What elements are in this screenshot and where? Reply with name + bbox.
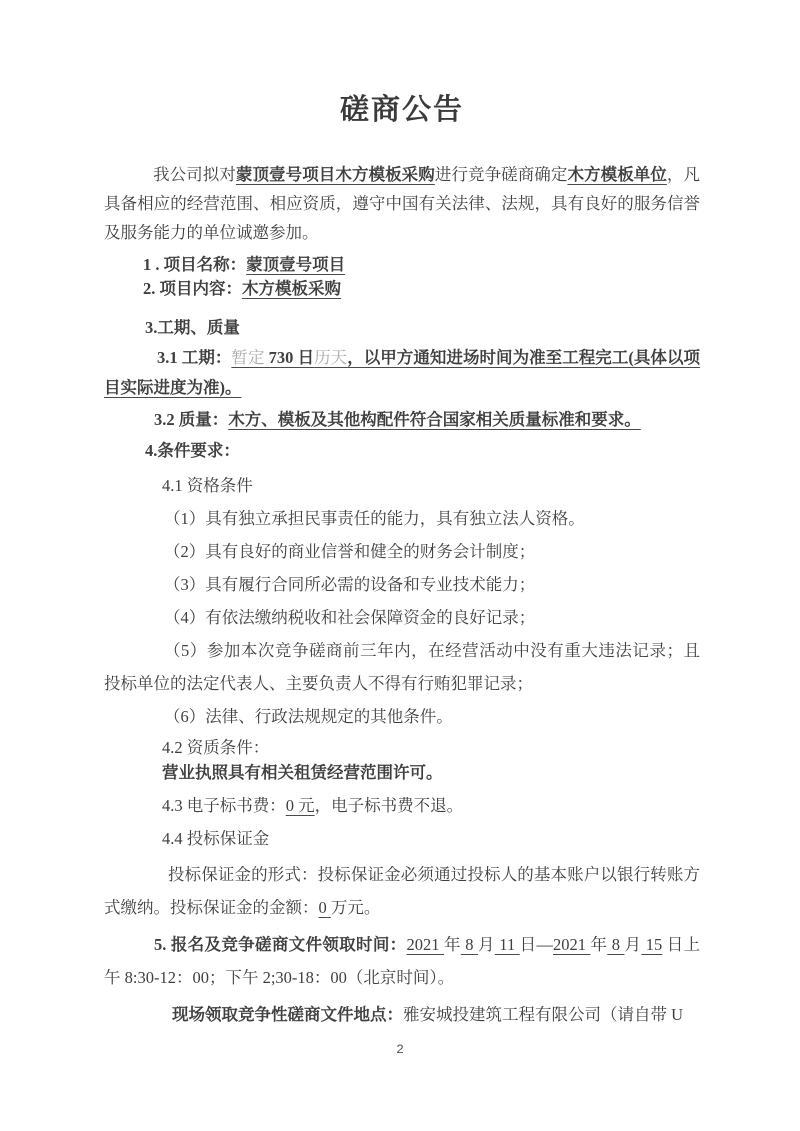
text-segment: 0 元 [285,796,315,815]
text-segment: 2021 [406,935,444,954]
text-segment: 万元。 [330,898,381,917]
text-segment: 3.工期、质量 [145,318,240,337]
text-segment: 3.1 工期： [157,348,232,367]
para-item-project-name [104,253,700,277]
para-item-project-content [104,277,700,301]
text-segment: （4）有依法缴纳税收和社会保障资金的良好记录； [164,608,536,627]
text-segment: 4.2 资质条件： [162,738,270,757]
para-sec-5 [104,928,700,994]
para-sec-4 [104,436,700,466]
para-sec-3-1 [104,343,700,403]
text-segment: 15 [641,935,663,954]
text-segment: 木方模板采购 [242,279,341,298]
text-segment: 1 . 项目名称： [143,255,247,274]
para-cond-4 [104,601,700,634]
text-segment: （3）具有履行合同所必需的设备和专业技术能力； [164,575,536,594]
text-segment: 木方、模板及其他构配件符合国家相关质量标准和要求。 [228,410,641,429]
text-segment: 3.2 质量： [154,410,229,429]
para-cond-1 [104,502,700,535]
text-segment: 8 [460,935,478,954]
document-content [104,88,700,1031]
text-segment: 进行竞争磋商确定 [434,165,568,184]
text-segment: 4.条件要求： [145,441,240,460]
text-segment: 投标保证金的形式：投标保证金必须通过投标人的基本账户以银行转账方式缴纳。投标保证金的金额： [104,865,700,917]
para-sec-4-2 [104,735,700,760]
text-segment: 我公司拟对 [153,165,236,184]
text-segment: （6）法律、行政法规规定的其他条件。 [164,707,453,726]
para-sec-3 [104,313,700,343]
text-segment: ，凡具备相应的经营范围、相应资质，遵守中国有关法律、法规，具有良好的服务信誉及服务能力的单位诚邀参加。 [104,165,700,242]
text-segment: 蒙顶壹号项目木方模板采购 [235,165,435,184]
para-cond-5 [104,634,700,700]
text-segment: 8 [607,935,625,954]
text-segment: （1）具有独立承担民事责任的能力，具有独立法人资格。 [164,509,585,528]
text-segment: 暂定 [231,348,265,367]
para-license [104,760,700,785]
text-segment: 月 [478,935,495,954]
text-segment: （5）参加本次竞争磋商前三年内，在经营活动中没有重大违法记录；且投标单位的法定代表人、主要负责人不得有行贿犯罪记录； [104,641,700,693]
para-venue [104,998,700,1031]
text-segment: 日— [519,935,553,954]
text-segment: 木方模板单位 [567,165,667,184]
text-segment: ，以甲方通知进场时间为准至工程完工(具体以项目实际进度为准)。 [104,348,701,397]
text-segment: （2）具有良好的商业信誉和健全的财务会计制度； [164,542,536,561]
text-segment: 日上午 8:30-12：00；下午 2;30-18：00（北京时间）。 [104,935,701,987]
document-body [104,160,700,1031]
text-segment: ，电子标书费不退。 [314,796,464,815]
text-segment: 730 日 [264,348,315,367]
text-segment: 5. 报名及竞争磋商文件领取时间： [154,935,407,954]
page-title: 磋商公告 [339,94,464,126]
para-sec-4-1 [104,469,700,502]
para-sec-3-2 [104,403,700,436]
para-cond-6 [104,700,700,733]
text-segment: 蒙顶壹号项目 [246,255,346,274]
para-sec-4-4 [104,822,700,855]
text-segment: 4.3 电子标书费： [162,796,286,815]
para-cond-3 [104,568,700,601]
page-number: 2 [396,1042,404,1057]
text-segment: 年 [590,935,608,954]
text-segment: 0 [318,898,331,917]
text-segment: 4.1 资格条件 [162,476,253,495]
para-sec-4-3 [104,789,700,822]
text-segment: 年 [443,935,461,954]
text-segment: 营业执照具有相关租赁经营范围许可。 [162,763,443,782]
text-segment: 4.4 投标保证金 [162,829,270,848]
para-bond [104,858,700,924]
text-segment: 雅安城投建筑工程有限公司（请自带 U [403,1005,684,1024]
text-segment: 11 [494,935,520,954]
para-cond-2 [104,535,700,568]
text-segment: 历天 [314,348,348,367]
text-segment: 2021 [553,935,591,954]
text-segment: 月 [624,935,642,954]
text-segment: 现场领取竞争性磋商文件地点： [172,1005,403,1024]
para-intro [104,160,700,247]
text-segment: 2. 项目内容： [143,279,242,298]
